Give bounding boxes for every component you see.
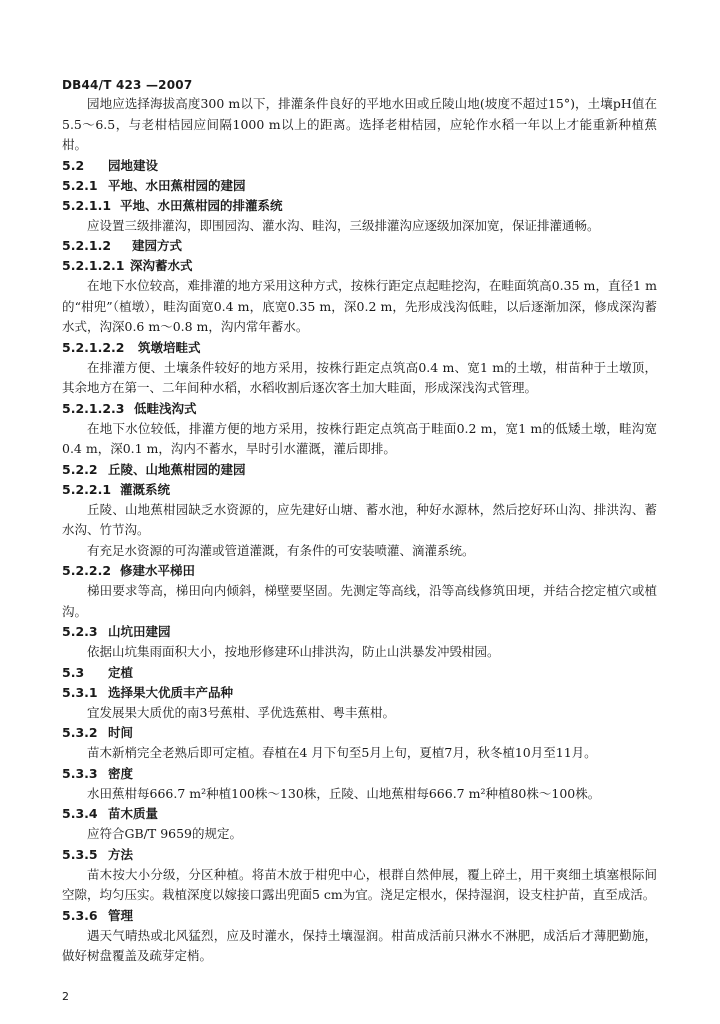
heading-5-2-3 [62,622,657,642]
section-number: 5.2.1.1 [62,197,112,213]
section-number: 5.2.1 [62,177,98,193]
section-number: 5.2.2 [62,461,98,477]
section-number: 5.3.3 [62,765,98,781]
section-title: 选择果大优质丰产品种 [108,684,234,700]
section-number: 5.2.2.2 [62,563,112,578]
section-title: 建园方式 [132,238,183,253]
section-title: 密度 [108,765,134,781]
section-title: 丘陵、山地蕉柑园的建园 [108,461,246,477]
paragraph-5-3-5: 苗木按大小分级，分区种植。将苗木放于柑兜中心，根群自然伸展，覆上碎土，用干爽细土填塞根际间空隙，均匀压实。栽植深度以嫁接口露出兜面5 cm为宜。浇足定根水，保持湿润，设支柱护苗，直至成活。 [62,866,657,902]
section-number: 5.2.3 [62,624,98,639]
heading-5-2-2-1 [62,480,657,500]
paragraph-5-2-2-2: 梯田要求等高，梯田向内倾斜，梯壁要坚固。先测定等高线，沿等高线修筑田埂，并结合挖定植穴或植沟。 [62,583,657,619]
section-title: 灌溉系统 [120,481,171,497]
section-number: 5.3.5 [62,846,98,862]
page-number: 2 [62,990,69,1003]
section-number: 5.2 [62,157,85,173]
paragraph-5-3-2: 苗木新梢完全老熟后即可定植。春植在4 月下旬至5月上旬，夏植7月，秋冬植10月至11月。 [87,745,597,760]
paragraph-5-2-2-1-a: 丘陵、山地蕉柑园缺乏水资源的，应先建好山塘、蓄水池，种好水源林，然后挖好环山沟、排洪沟、蓄水沟、竹节沟。 [62,501,657,537]
paragraph-5-2-3: 依据山坑集雨面积大小，按地形修建环山排洪沟，防止山洪暴发冲毁柑园。 [87,644,500,659]
section-title: 低畦浅沟式 [134,400,197,416]
document-id: DB44/T 423 —2007 [62,78,193,92]
section-title: 山坑田建园 [108,624,171,639]
paragraph-5-3-3: 水田蕉柑每666.7 m²种植100株～130株，丘陵、山地蕉柑每666.7 m²种植80株～100株。 [87,785,601,801]
section-title: 修建水平梯田 [120,563,196,578]
section-title: 管理 [108,907,134,923]
paragraph-5-2-2-1-b: 有充足水资源的可沟灌或管道灌溉，有条件的可安装喷灌、滴灌系统。 [87,542,475,558]
heading-5-2-2-2 [62,561,657,581]
section-title: 平地、水田蕉柑园的排灌系统 [120,197,283,213]
heading-5-3-2 [62,723,657,743]
heading-5-2-1-2-1 [62,256,657,276]
section-title: 平地、水田蕉柑园的建园 [108,177,246,193]
paragraph-5-3-4: 应符合GB/T 9659的规定。 [87,826,243,841]
heading-5-3-6 [62,906,657,926]
paragraph-5-2-1-1: 应设置三级排灌沟，即围园沟、灌水沟、畦沟，三级排灌沟应逐级加深加宽，保证排灌通畅。 [87,217,600,233]
heading-5-2-1-1 [62,196,657,216]
section-title: 苗木质量 [108,806,159,821]
section-title: 方法 [108,846,134,862]
section-number: 5.2.1.2.2 [62,339,125,355]
section-title: 园地建设 [108,157,159,173]
section-number: 5.3.4 [62,806,98,821]
section-number: 5.3 [62,664,85,680]
heading-5-2-2 [62,460,657,480]
section-number: 5.3.2 [62,725,98,740]
section-number: 5.2.1.2.3 [62,400,125,416]
heading-5-2-1-2 [62,236,657,256]
heading-5-3-1 [62,683,657,703]
paragraph-5-3-1: 宜发展果大质优的南3号蕉柑、孚优选蕉柑、粤丰蕉柑。 [87,704,395,720]
section-number: 5.3.1 [62,684,98,700]
section-number: 5.2.1.2.1 [62,258,125,273]
paragraph-5-2-1-2-2: 在排灌方便、土壤条件较好的地方采用，按株行距定点筑高0.4 m、宽1 m的土墩，柑苗种于土墩顶，其余地方在第一、二年间种水稻，水稻收割后逐次客土加大畦面，形成深浅沟式管理。 [62,359,657,395]
document-body [62,94,657,967]
paragraph-5-3-6: 遇天气晴热或北风猛烈，应及时灌水，保持土壤湿润。柑苗成活前只淋水不淋肥，成活后才薄肥勤施，做好树盘覆盖及疏芽定梢。 [62,927,657,963]
heading-5-2-1-2-3 [62,399,657,419]
section-title: 定植 [108,664,134,680]
section-number: 5.2.2.1 [62,481,112,497]
paragraph-5-2-1-2-3: 在地下水位较低，排灌方便的地方采用，按株行距定点筑高于畦面0.2 m，宽1 m的低矮土墩，畦沟宽0.4 m，深0.1 m，沟内不蓄水，旱时引水灌溉，灌后即排。 [62,420,657,456]
section-title: 筑墩培畦式 [138,339,201,355]
paragraph-intro: 园地应选择海拔高度300 m以下，排灌条件良好的平地水田或丘陵山地(坡度不超过15°)，土壤pH值在5.5～6.5，与老柑桔园应间隔1000 m以上的距离。选择老柑桔园，应轮作水稻一年以上才能重新种植蕉柑。 [62,96,657,152]
heading-5-2 [62,156,657,176]
paragraph-5-2-1-2-1: 在地下水位较高，难排灌的地方采用这种方式，按株行距定点起畦挖沟，在畦面筑高0.35 m，直径1 m的“柑兜”（植墩），畦沟面宽0.4 m，底宽0.35 m，深0.2 m，先形成浅沟低畦，以后逐渐加深，修成深沟蓄水式，沟深0.6 m～0.8 m，沟内常年蓄水。 [62,278,657,334]
heading-5-3-3 [62,764,657,784]
heading-5-2-1 [62,176,657,196]
heading-5-3-5 [62,845,657,865]
section-title: 时间 [108,725,134,740]
section-number: 5.2.1.2 [62,238,112,253]
section-title: 深沟蓄水式 [130,258,193,273]
heading-5-3-4 [62,804,657,824]
section-number: 5.3.6 [62,907,98,923]
heading-5-2-1-2-2 [62,338,657,358]
heading-5-3 [62,663,657,683]
